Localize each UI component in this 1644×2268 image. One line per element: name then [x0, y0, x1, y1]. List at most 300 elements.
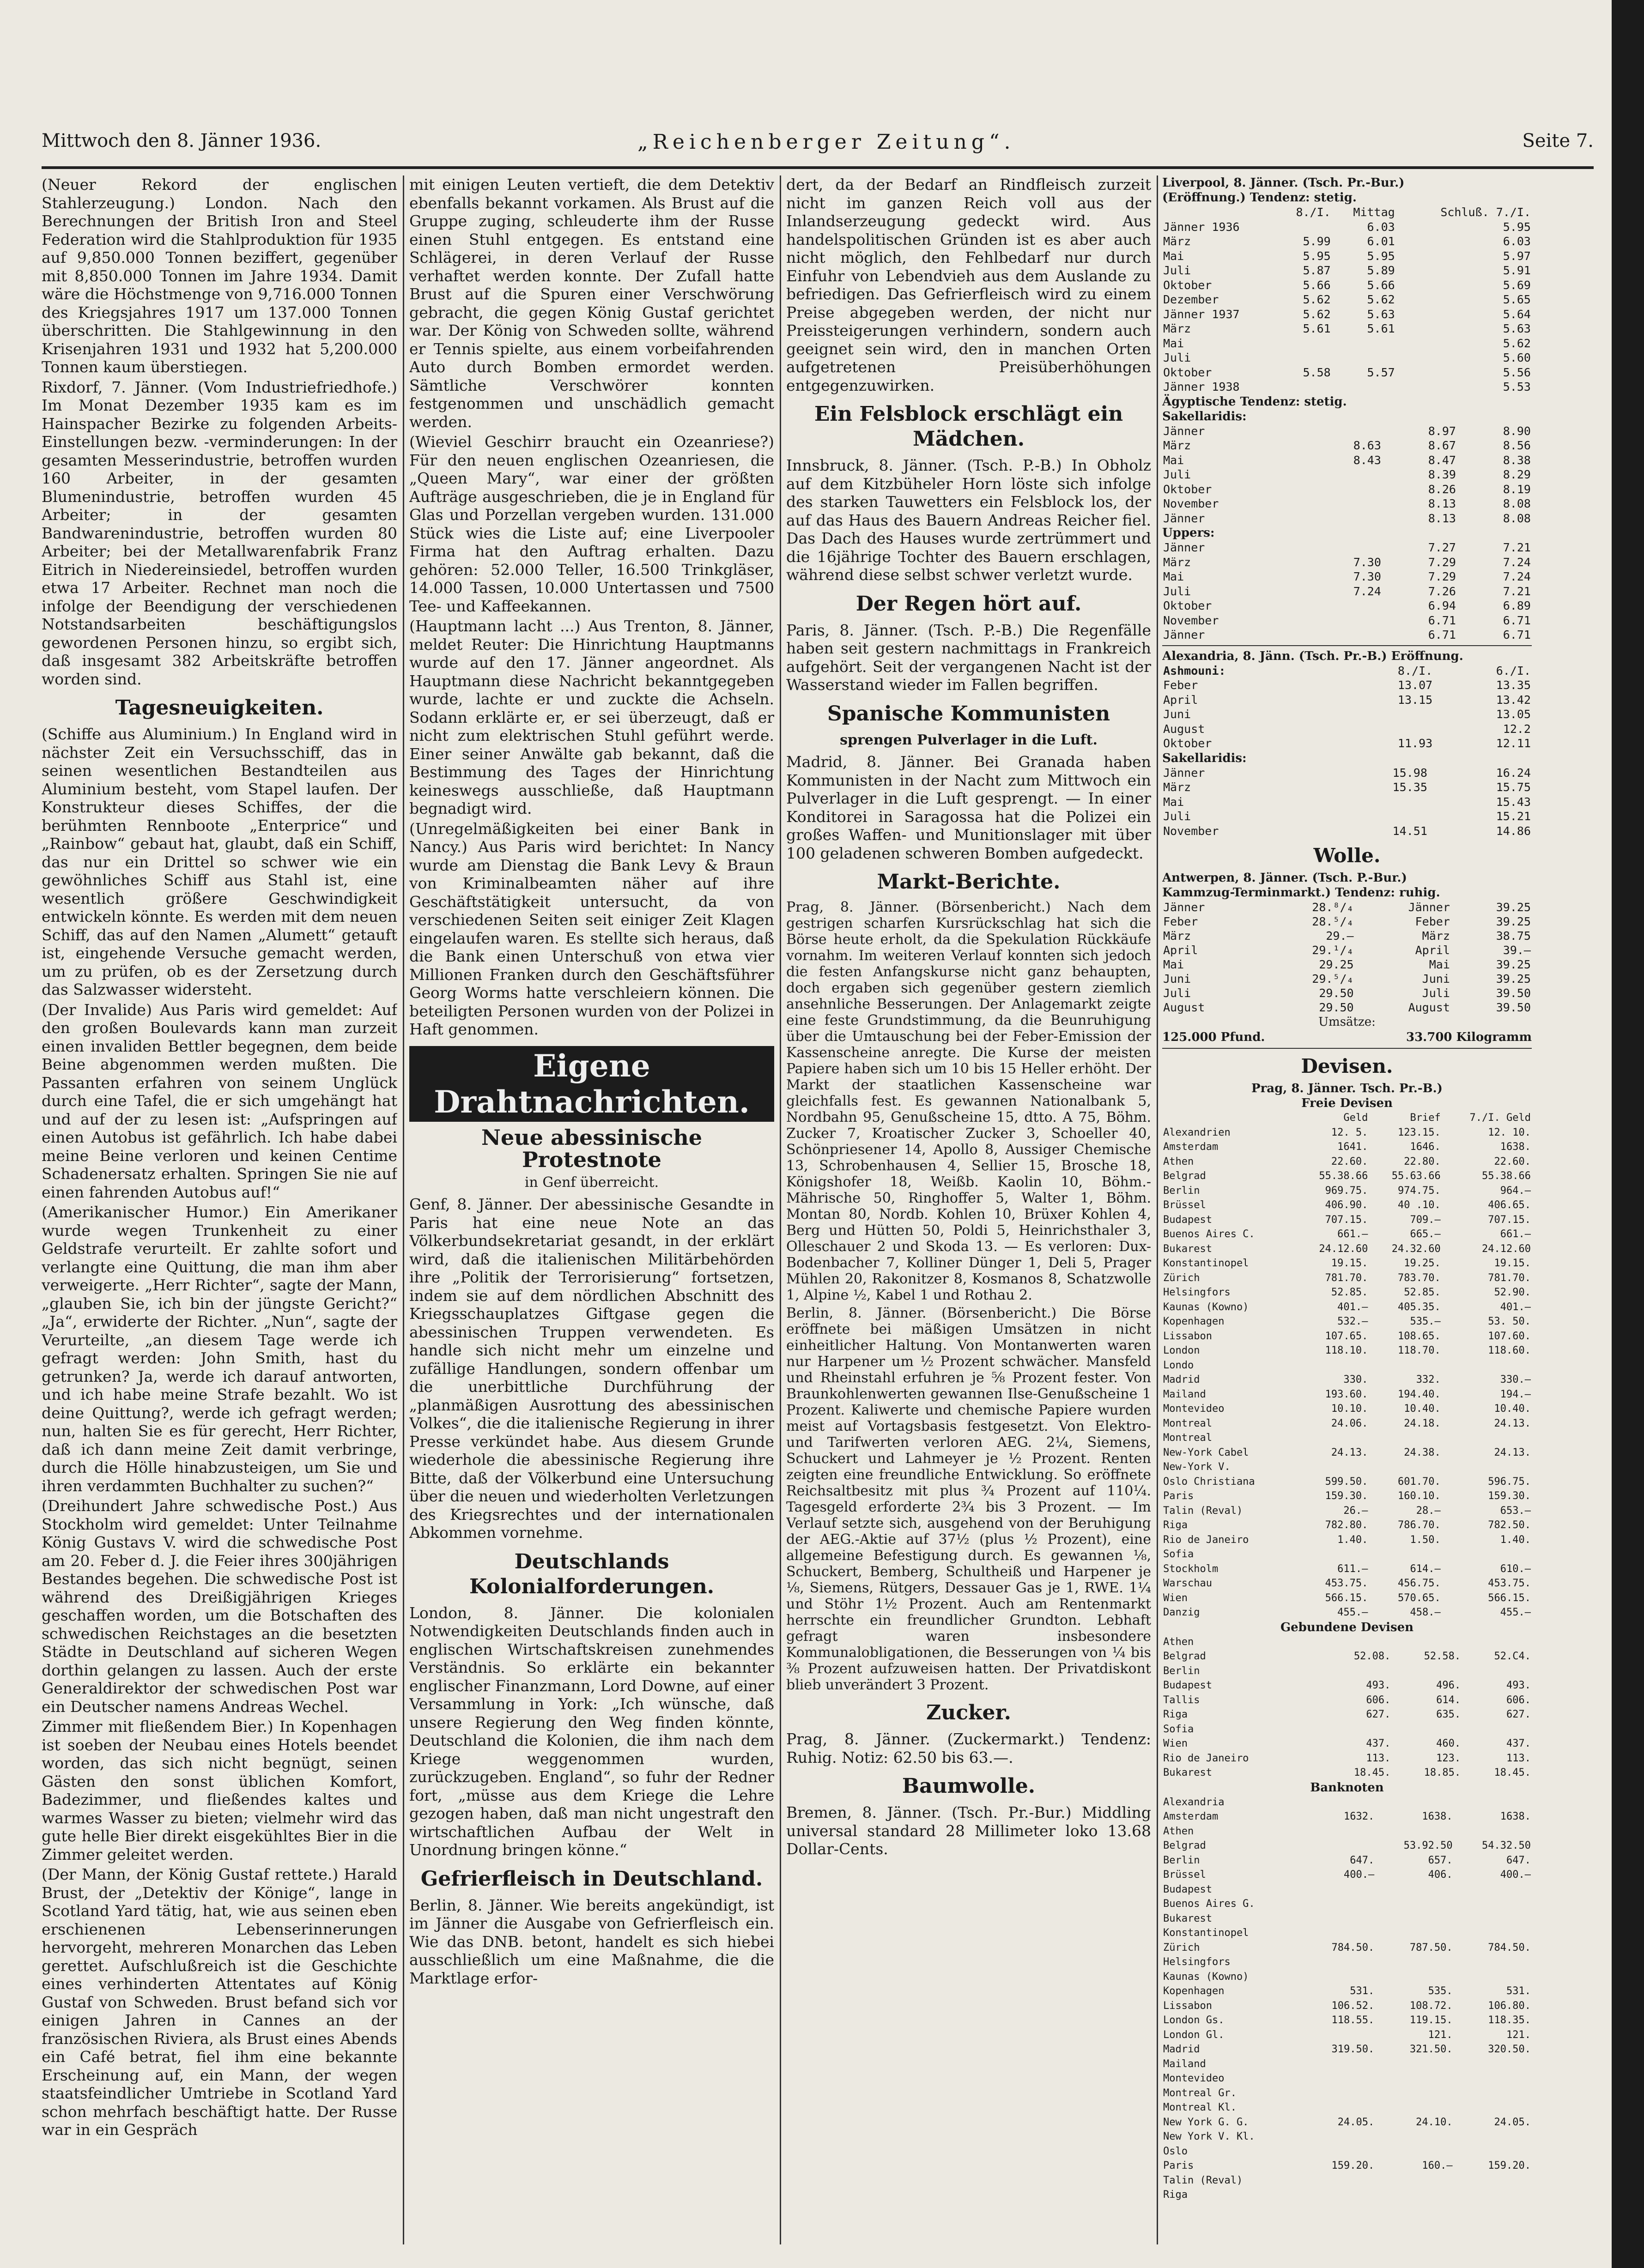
- article-humor: (Amerikanischer Humor.) Ein Amerikaner wurde wegen Trunkenheit zu einer Geldstrafe verurteilt. Er zahlte sofort und verlangte eine Quittung, die man ihm aber verweigerte. „Herr Richter“, sagte der Mann, „glauben Sie, ich bin der jüngste Gericht?“ „Ja“, erwiderte der Richter. „Nun“, sagte der Verurteilte, „an diesem Tage werde ich gefragt werden: John Smith, hast du getrunken? Ja, werde ich darauf antworten, und ich habe meine Strafe bezahlt. Wo ist deine Quittung?, werde ich gefragt werden; nun, halten Sie es für gerecht, Herr Richter, daß ich dann meine Zeit damit verbringe, durch die Hölle hinabzusteigen, um Sie und ihren verdammten Buchhalter zu suchen?“: [42, 1203, 397, 1495]
- row-value: 13.42: [1496, 693, 1531, 707]
- row-value: 8.97: [1428, 424, 1456, 438]
- table-row: [1162, 986, 1532, 1000]
- row-value: 535.—: [1410, 1316, 1441, 1327]
- row-label: New-York Cabel: [1163, 1446, 1249, 1458]
- row-value: 657.: [1428, 1854, 1453, 1866]
- row-value: [1307, 511, 1382, 526]
- article-invalide: (Der Invalide) Aus Paris wird gemeldet: Auf den großen Boulevards kann man zurzeit einen invaliden Bettler begegnen, dem beide Beine abgenommen werden mußten. Die Passanten erfahren von seinem Unglück durch eine Tafel, die er sich umgehängt hat und auf der zu lesen ist: „Aufspringen auf einen Autobus ist gefährlich. Ich habe dabei meine Beine verloren und keinen Centime Schadenersatz erhalten. Springen Sie nie auf einen fahrenden Autobus auf!“: [42, 1000, 397, 1201]
- row-label: Bukarest: [1163, 1912, 1212, 1924]
- table-row: [1162, 1839, 1532, 1853]
- row-value: 532.—: [1337, 1316, 1368, 1327]
- row-value: [1306, 1795, 1375, 1810]
- row-label: New York G. G.: [1163, 2116, 1249, 2128]
- table-row: [1162, 1227, 1532, 1242]
- table-row: [1162, 1882, 1532, 1897]
- row-value: [1442, 1460, 1532, 1475]
- row-label: Jänner 1938: [1163, 380, 1240, 393]
- row-label: Oktober: [1163, 599, 1212, 612]
- row-value: 52.85.: [1331, 1287, 1368, 1298]
- row-value: [1307, 613, 1382, 628]
- row-value: 7.24: [1503, 570, 1531, 583]
- row-label: Buenos Aires C.: [1163, 1228, 1255, 1240]
- table-row: [1162, 2071, 1532, 2086]
- row-label: April: [1163, 693, 1198, 707]
- table-row: [1162, 1736, 1532, 1751]
- row-value: 123.15.: [1397, 1126, 1441, 1138]
- row-value: 24.32.60: [1391, 1243, 1441, 1255]
- row-value: 8.63: [1353, 439, 1381, 452]
- row-value: [1375, 2188, 1453, 2202]
- header-page-number: Seite 7.: [1522, 130, 1594, 151]
- table-row: [1162, 1605, 1532, 1620]
- row-value: 5.63: [1503, 322, 1531, 335]
- row-value: 5.57: [1367, 365, 1395, 379]
- row-value: 460.: [1436, 1738, 1461, 1749]
- row-value: 7.27: [1428, 541, 1456, 554]
- row-value: 106.80.: [1488, 2000, 1531, 2012]
- table-row: [1162, 234, 1532, 249]
- row-value: 118.35.: [1488, 2014, 1531, 2026]
- row-value: 5.58: [1303, 365, 1331, 379]
- row-value: 24.05.: [1494, 2116, 1531, 2128]
- headline-zucker: Zucker.: [926, 1701, 1011, 1724]
- row-value: 18.85.: [1424, 1767, 1461, 1778]
- table-row: [1162, 2129, 1532, 2144]
- row-value: 24.13.: [1494, 1417, 1531, 1429]
- table-header-row: [1162, 205, 1532, 220]
- row-value: 400.—: [1500, 1869, 1531, 1881]
- row-value: 159.30.: [1325, 1490, 1368, 1502]
- row-value: 12.2: [1503, 722, 1531, 736]
- table-row: [1162, 707, 1532, 722]
- row-value: 107.60.: [1488, 1330, 1531, 1342]
- article-gustaf: (Der Mann, der König Gustaf rettete.) Harald Brust, der „Detektiv der Könige“, lange in Scotland Yard tätig, hat, wie aus seinen eben erschienenen Lebenserinnerungen hervorgeht, mehreren Monarchen das Leben gerettet. Aufschlußreich ist die Geschichte eines verhinderten Attentates auf König Gustaf von Schweden. Brust befand sich vor einigen Jahren in Cannes an der französischen Riviera, als Brust eines Abends ein Café betrat, fiel ihm eine bekannte Erscheinung auf, ein Mann, der wegen staatsfeindlicher Umtriebe in Scotland Yard schon mehrfach beschäftigt hatte. Der Russe war in ein Gespräch: [42, 1865, 397, 2139]
- row-value: August: [1408, 1001, 1450, 1014]
- row-value: 108.72.: [1409, 2000, 1453, 2012]
- row-value: 8.08: [1503, 511, 1531, 525]
- table-row: [1162, 1256, 1532, 1271]
- row-value: 119.15.: [1409, 2014, 1453, 2026]
- row-label: März: [1163, 555, 1191, 569]
- table-row: [1162, 613, 1532, 628]
- row-label: Montreal: [1163, 1417, 1212, 1429]
- row-value: 661.—: [1500, 1228, 1531, 1240]
- row-value: 38.75: [1496, 929, 1531, 943]
- column-header: 8./I.: [1296, 206, 1331, 219]
- row-label: Brüssel: [1163, 1869, 1206, 1881]
- row-label: März: [1163, 322, 1191, 335]
- row-value: 7.30: [1353, 555, 1381, 569]
- row-value: 15.35: [1392, 780, 1427, 794]
- row-value: [1375, 2086, 1453, 2101]
- row-value: 400.—: [1343, 1869, 1375, 1881]
- row-label: New York V. Kl.: [1163, 2131, 1255, 2142]
- row-value: 614.: [1436, 1694, 1461, 1706]
- table-row: [1162, 540, 1532, 555]
- table-row: [1162, 957, 1532, 972]
- row-value: 5.65: [1503, 293, 1531, 306]
- row-value: 5.89: [1367, 264, 1395, 277]
- sakel-table: [1162, 424, 1532, 526]
- row-value: 6.71: [1503, 613, 1531, 627]
- row-label: Juni: [1163, 972, 1191, 986]
- row-label: Oslo: [1163, 2145, 1188, 2157]
- column-3: [786, 175, 1151, 2244]
- row-label: Jänner: [1163, 901, 1205, 914]
- table-row: [1162, 1140, 1532, 1155]
- row-value: [1306, 2071, 1375, 2086]
- row-label: Oktober: [1163, 278, 1212, 292]
- row-value: 8.26: [1428, 482, 1456, 496]
- section-heading-devisen: Devisen.: [1301, 1055, 1393, 1077]
- row-label: Amsterdam: [1163, 1141, 1219, 1153]
- row-label: Oktober: [1163, 737, 1212, 750]
- row-value: Juli: [1422, 986, 1450, 1000]
- row-label: Mai: [1163, 958, 1184, 971]
- column-divider: [403, 175, 404, 2244]
- row-value: 52.85.: [1404, 1287, 1441, 1298]
- row-value: 787.50.: [1409, 1941, 1453, 1954]
- row-value: [1375, 1911, 1453, 1926]
- table-row: [1162, 1155, 1532, 1169]
- row-value: 5.99: [1303, 235, 1331, 248]
- table-row: [1162, 1664, 1532, 1679]
- row-value: [1375, 1955, 1453, 1970]
- subheadline-kommunisten: sprengen Pulverlager in die Luft.: [840, 732, 1098, 748]
- row-value: 8.13: [1428, 511, 1456, 525]
- row-label: Konstantinopel: [1163, 1258, 1249, 1269]
- row-value: [1369, 1547, 1441, 1562]
- row-value: 18.45.: [1494, 1767, 1531, 1778]
- row-value: 29.25: [1319, 958, 1354, 971]
- article-abessinien: Genf, 8. Jänner. Der abessinische Gesandte in Paris hat eine neue Note an das Völkerbundsekretariat gesandt, in der erklärt wird, daß die italienischen Militärbehörden ihre „Politik der Terrorisierung“ fortsetzen, indem sie auf dem nördlichen Abschnitt des Kriegsschauplatzes Giftgase gegen die abessinischen Truppen verwendeten. Es handle sich nicht mehr um einzelne und zufällige Handlungen, sondern offenbar um die unerbittliche Durchführung der „planmäßigen Ausrottung des abessinischen Volkes“, die die italienische Regierung in ihrer Presse verkündet habe. Aus diesem Grunde wiederhole die abessinische Regierung ihre Bitte, daß der Völkerbund eine Untersuchung über die neuen und wiederholten Verletzungen des Kriegsrechtes und der internationalen Abkommen vornehme.: [409, 1195, 774, 1542]
- table-row: [1162, 943, 1532, 957]
- column-4-market-tables: [1162, 175, 1532, 2244]
- row-value: 123.: [1436, 1752, 1461, 1764]
- row-value: [1335, 707, 1433, 722]
- row-value: [1454, 1882, 1532, 1897]
- column-header: Brief: [1410, 1112, 1441, 1124]
- row-value: [1306, 2173, 1375, 2188]
- row-value: 160.—: [1422, 2160, 1453, 2171]
- row-value: [1454, 2129, 1532, 2144]
- row-value: 24.38.: [1404, 1446, 1441, 1458]
- row-value: 401.—: [1337, 1301, 1368, 1313]
- table-row: [1162, 736, 1532, 751]
- row-label: Montreal Kl.: [1163, 2102, 1237, 2113]
- row-value: 24.12.60: [1319, 1243, 1368, 1255]
- row-label: Lissabon: [1163, 1330, 1212, 1342]
- row-value: 8.38: [1503, 453, 1531, 467]
- row-label: Kaunas (Kowno): [1163, 1971, 1249, 1983]
- table-row: [1162, 555, 1532, 570]
- row-value: 28.⁵/₄: [1312, 915, 1354, 928]
- row-value: [1375, 2173, 1453, 2188]
- row-label: Juli: [1163, 584, 1191, 598]
- row-value: [1332, 336, 1396, 351]
- devisen-table: [1162, 1111, 1532, 1620]
- table-row: [1162, 1416, 1532, 1431]
- table-row: [1162, 1824, 1532, 1839]
- row-value: 647.: [1350, 1854, 1375, 1866]
- table-row: [1162, 482, 1532, 497]
- row-value: 55.63.66: [1391, 1170, 1441, 1182]
- row-value: 121.: [1428, 2029, 1453, 2041]
- row-value: [1278, 220, 1332, 235]
- table-row: [1162, 1445, 1532, 1460]
- row-value: [1462, 1664, 1532, 1679]
- row-value: [1322, 1664, 1392, 1679]
- table-row: [1162, 1635, 1532, 1650]
- row-label: Juli: [1163, 468, 1191, 481]
- row-value: 55.38.66: [1319, 1170, 1368, 1182]
- table-row: [1162, 220, 1532, 235]
- row-value: 7.24: [1353, 584, 1381, 598]
- row-value: 437.: [1506, 1738, 1531, 1749]
- row-label: Rio de Janeiro: [1163, 1534, 1249, 1546]
- row-value: 52.90.: [1494, 1287, 1531, 1298]
- row-value: 406.: [1428, 1869, 1453, 1881]
- row-value: 709.—: [1410, 1214, 1441, 1226]
- row-value: 784.50.: [1331, 1941, 1375, 1954]
- row-value: 6.71: [1428, 628, 1456, 641]
- liverpool-rows: [1162, 220, 1532, 394]
- row-value: 319.50.: [1331, 2044, 1375, 2055]
- row-value: [1454, 2086, 1532, 2101]
- row-value: 11.93: [1397, 737, 1433, 750]
- row-label: Riga: [1163, 1709, 1188, 1720]
- row-label: Budapest: [1163, 1883, 1212, 1895]
- row-value: 1638.: [1500, 1141, 1531, 1153]
- table-row: [1162, 249, 1532, 264]
- table-row: [1162, 1000, 1532, 1015]
- row-label: London Gl.: [1163, 2029, 1225, 2041]
- row-value: [1296, 1358, 1369, 1373]
- row-label: Mai: [1163, 336, 1184, 350]
- table-row: [1162, 336, 1532, 351]
- table-row: [1162, 1984, 1532, 1999]
- row-value: März: [1422, 929, 1450, 943]
- row-value: [1306, 2028, 1375, 2043]
- table-row: [1162, 914, 1532, 929]
- row-value: [1307, 424, 1382, 439]
- row-value: 5.95: [1367, 249, 1395, 263]
- row-value: 6.94: [1428, 599, 1456, 612]
- table-row: [1162, 424, 1532, 439]
- row-value: 7.21: [1503, 541, 1531, 554]
- table-row: [1162, 1911, 1532, 1926]
- row-label: Alexandrien: [1163, 1126, 1231, 1138]
- table-row: [1162, 2173, 1532, 2188]
- article-post: (Dreihundert Jahre schwedische Post.) Aus Stockholm wird gemeldet: Unter Teilnahme König Gustavs V. wird die schwedische Post am 20. Feber d. J. die Feier ihres 300jährigen Bestandes begehen. Die schwedische Post ist während des Dreißigjährigen Krieges geschaffen worden, um die Botschaften des schwedischen Reichstages an die besetzten Städte in Deutschland auf sicheren Wegen dorthin gelangen zu lassen. Auch der erste Generaldirektor der schwedischen Post war ein Deutscher namens Andreas Wechel.: [42, 1497, 397, 1716]
- row-value: 647.: [1506, 1854, 1531, 1866]
- uppers-table: [1162, 540, 1532, 642]
- row-label: Juli: [1163, 986, 1191, 1000]
- table-header-row: [1162, 664, 1532, 678]
- article-felsblock: Innsbruck, 8. Jänner. (Tsch. P.-B.) In Obholz auf dem Kitzbüheler Horn löste sich infolge des starken Tauwetters ein Felsblock los, der auf das Haus des Bauern Andreas Reicher fiel. Das Dach des Hauses wurde zertrümmert und die 16jährige Tochter des Bauern erschlagen, während diese selbst schwer verletzt wurde.: [786, 456, 1151, 584]
- row-value: 5.64: [1503, 307, 1531, 321]
- row-label: Athen: [1163, 1825, 1194, 1837]
- row-value: [1442, 1431, 1532, 1445]
- row-value: [1307, 599, 1382, 613]
- row-value: [1375, 1970, 1453, 1984]
- article-gefrierfleisch-cont: dert, da der Bedarf an Rindfleisch zurzeit nicht im ganzen Reich voll aus der Inlandserzeugung gedeckt wird. Aus handelspolitischen Gründen ist es aber auch nicht möglich, den Fehlbedarf nur durch Einfuhr von Lebendvieh aus dem Auslande zu befriedigen. Das Gefrierfleisch wird zu einem Preise abgegeben werden, der nicht nur Preissteigerungen verhindern, sondern auch geeignet sein wird, den in manchen Orten aufgetretenen Preisüberhöhungen entgegenzuwirken.: [786, 175, 1151, 394]
- row-value: [1442, 1547, 1532, 1562]
- row-value: [1454, 2071, 1532, 2086]
- row-value: [1325, 809, 1428, 824]
- row-value: 8.08: [1503, 497, 1531, 510]
- row-value: 8.13: [1428, 497, 1456, 510]
- header-date: Mittwoch den 8. Jänner 1936.: [42, 130, 322, 151]
- page-header: [42, 130, 1594, 163]
- ashmouni-table: [1162, 664, 1532, 751]
- column-header: 8./I.: [1397, 664, 1433, 677]
- row-value: [1306, 1824, 1375, 1839]
- row-value: 606.: [1506, 1694, 1531, 1706]
- row-value: 5.95: [1303, 249, 1331, 263]
- row-value: 52.58.: [1424, 1651, 1461, 1662]
- row-value: 405.35.: [1397, 1301, 1441, 1313]
- row-label: Helsingfors: [1163, 1956, 1231, 1968]
- row-value: 1632.: [1343, 1811, 1375, 1822]
- row-value: 493.: [1506, 1680, 1531, 1691]
- row-value: 5.61: [1303, 322, 1331, 335]
- row-value: 22.60.: [1494, 1155, 1531, 1167]
- row-value: 6.03: [1367, 220, 1395, 234]
- row-value: 596.75.: [1488, 1476, 1531, 1488]
- row-value: [1375, 2071, 1453, 2086]
- row-label: Buenos Aires G.: [1163, 1898, 1255, 1910]
- section-heading-marktberichte: Markt-Berichte.: [877, 870, 1061, 894]
- row-value: [1306, 1911, 1375, 1926]
- liverpool-table: [1162, 205, 1532, 394]
- section-heading-drahtnachrichten: Eigene Drahtnachrichten.: [409, 1046, 774, 1122]
- row-value: [1454, 2188, 1532, 2202]
- row-value: [1307, 540, 1382, 555]
- row-label: Montreal: [1163, 1432, 1212, 1444]
- article-gustaf-cont: mit einigen Leuten vertieft, die dem Detektiv ebenfalls bekannt vorkamen. Als Brust auf die Gruppe zuging, schleuderte ihm der Russe einen Stuhl entgegen. Es entstand eine Schlägerei, in deren Verlauf der Russe verhaftet werden konnte. Der Zufall hatte Brust auf die Spuren einer Verschwörung gebracht, die gegen König Gustaf gerichtet war. Der König von Schweden sollte, während er Tennis spielte, aus einem vorbeifahrenden Auto durch Bomben ermordet werden. Sämtliche Verschwörer konnten festgenommen und unschädlich gemacht werden.: [409, 175, 774, 431]
- row-value: 661.—: [1337, 1228, 1368, 1240]
- column-header: Schluß. 7./I.: [1440, 206, 1531, 219]
- table-row: [1162, 1198, 1532, 1213]
- table-row: [1162, 511, 1532, 526]
- article-bier: Zimmer mit fließendem Bier.) In Kopenhagen ist soeben der Neubau eines Hotels beendet worden, das sich nicht begnügt, seinen Gästen den sonst üblichen Komfort, Badezimmer, und fließendes kaltes und warmes Wasser zu bieten; vielmehr wird das gute helle Bier direkt eisgekühltes Bier in die Zimmer geleitet werden.: [42, 1718, 397, 1863]
- row-value: 707.15.: [1325, 1214, 1368, 1226]
- column-header: Mittag: [1353, 206, 1395, 219]
- wolle-umsatz-right: 33.700 Kilogramm: [1406, 1030, 1532, 1044]
- table-row: [1162, 1242, 1532, 1257]
- row-value: 29.⁵/₄: [1312, 972, 1354, 986]
- column-2: [409, 175, 774, 2244]
- row-value: 330.—: [1500, 1374, 1531, 1385]
- row-value: 614.—: [1410, 1563, 1441, 1575]
- table-row: [1162, 1693, 1532, 1708]
- row-label: Juli: [1163, 351, 1191, 364]
- row-value: 783.70.: [1397, 1272, 1441, 1284]
- row-value: [1375, 1882, 1453, 1897]
- row-value: [1454, 2173, 1532, 2188]
- row-value: [1332, 380, 1396, 394]
- row-value: 159.20.: [1488, 2160, 1531, 2171]
- row-value: [1369, 1460, 1441, 1475]
- row-label: Montevideo: [1163, 1403, 1225, 1415]
- row-value: Jänner: [1408, 901, 1450, 914]
- row-value: 5.62: [1367, 293, 1395, 306]
- table-row: [1162, 1547, 1532, 1562]
- row-label: New-York V.: [1163, 1461, 1231, 1473]
- row-value: 108.65.: [1397, 1330, 1441, 1342]
- row-value: 28.—: [1416, 1505, 1441, 1517]
- row-value: 22.60.: [1331, 1155, 1368, 1167]
- table-row: [1162, 453, 1532, 468]
- row-value: 782.50.: [1488, 1519, 1531, 1531]
- headline-kolonien: Deutschlands Kolonialforderungen.: [469, 1549, 715, 1598]
- article-aluminium: (Schiffe aus Aluminium.) In England wird in nächster Zeit ein Versuchsschiff, das in seinen wesentlichen Bestandteilen aus Aluminium besteht, vom Stapel laufen. Der Konstrukteur dieses Schiffes, der die berühmten Rennboote „Enterprice“ und „Rainbow“ gebaut hat, glaubt, daß ein Schiff, das nur ein Drittel so schwer wie ein gewöhnliches Schiff aus Stahl ist, eine wesentlich größere Geschwindigkeit entwickeln könnte. Es werden mit dem neuen Schiff, das auf den Namen „Alumett“ getauft ist, eingehende Versuche gemacht werden, um zu prüfen, ob es der Zersetzung durch das Salzwasser widersteht.: [42, 725, 397, 998]
- row-value: 16.24: [1496, 766, 1531, 780]
- row-value: 610.—: [1500, 1563, 1531, 1575]
- row-value: 453.75.: [1488, 1578, 1531, 1589]
- row-value: [1306, 1882, 1375, 1897]
- row-value: [1306, 1970, 1375, 1984]
- row-value: [1442, 1358, 1532, 1373]
- column-header: 7./I. Geld: [1469, 1112, 1531, 1124]
- liverpool-heading: Liverpool, 8. Jänner. (Tsch. Pr.-Bur.): [1162, 176, 1405, 190]
- row-value: 118.55.: [1331, 2014, 1375, 2026]
- row-label: Paris: [1163, 1490, 1194, 1502]
- row-value: 458.—: [1410, 1607, 1441, 1618]
- row-label: Amsterdam: [1163, 1811, 1219, 1822]
- row-label: November: [1163, 613, 1219, 627]
- table-row: [1162, 809, 1532, 824]
- row-value: [1454, 1926, 1532, 1941]
- table-row: [1162, 2086, 1532, 2101]
- row-value: 8.67: [1428, 439, 1456, 452]
- row-label: Warschau: [1163, 1578, 1212, 1589]
- row-label: Juli: [1163, 810, 1191, 823]
- table-row: [1162, 678, 1532, 693]
- row-label: Mailand: [1163, 2058, 1206, 2070]
- gebundene-heading: Gebundene Devisen: [1280, 1620, 1414, 1634]
- row-label: Londo: [1163, 1359, 1194, 1371]
- row-value: 406.65.: [1488, 1199, 1531, 1211]
- banknoten-heading: Banknoten: [1310, 1780, 1384, 1795]
- row-value: 26.—: [1343, 1505, 1368, 1517]
- row-label: Belgrad: [1163, 1170, 1206, 1182]
- row-label: Belgrad: [1163, 1840, 1206, 1851]
- devisen-subheading: Prag, 8. Jänner. Tsch. Pr.-B.): [1251, 1082, 1443, 1095]
- row-label: Jänner: [1163, 511, 1205, 525]
- row-value: 39.25: [1496, 915, 1531, 928]
- row-value: 55.38.66: [1482, 1170, 1531, 1182]
- row-value: 493.: [1366, 1680, 1391, 1691]
- row-label: Berlin: [1163, 1665, 1200, 1677]
- row-value: 5.66: [1367, 278, 1395, 292]
- row-value: [1306, 1897, 1375, 1911]
- row-label: Riga: [1163, 1519, 1188, 1531]
- row-label: Oktober: [1163, 482, 1212, 496]
- table-row: [1162, 1853, 1532, 1868]
- row-label: Bukarest: [1163, 1767, 1212, 1778]
- row-label: Feber: [1163, 915, 1198, 928]
- row-value: 455.—: [1337, 1607, 1368, 1618]
- article-stahl: (Neuer Rekord der englischen Stahlerzeugung.) London. Nach den Berechnungen der British Iron and Steel Federation wird die Stahlproduktion für 1935 auf 9,850.000 Tonnen beziffert, gegenüber mit 8,850.000 Tonnen im Jahre 1934. Damit wäre die Höchstmenge von 9,716.000 Tonnen des Kriegsjahres 1917 um 137.000 Tonnen überschritten. Die Stahlgewinnung in den Krisenjahren 1931 und 1932 hat 5,200.000 Tonnen kaum überstiegen.: [42, 175, 397, 376]
- table-row: [1162, 321, 1532, 336]
- table-row: [1162, 2115, 1532, 2130]
- sakel2-heading: Sakellaridis:: [1162, 751, 1247, 765]
- row-value: 7.24: [1503, 555, 1531, 569]
- row-value: 5.87: [1303, 264, 1331, 277]
- row-value: 1.40.: [1337, 1534, 1368, 1546]
